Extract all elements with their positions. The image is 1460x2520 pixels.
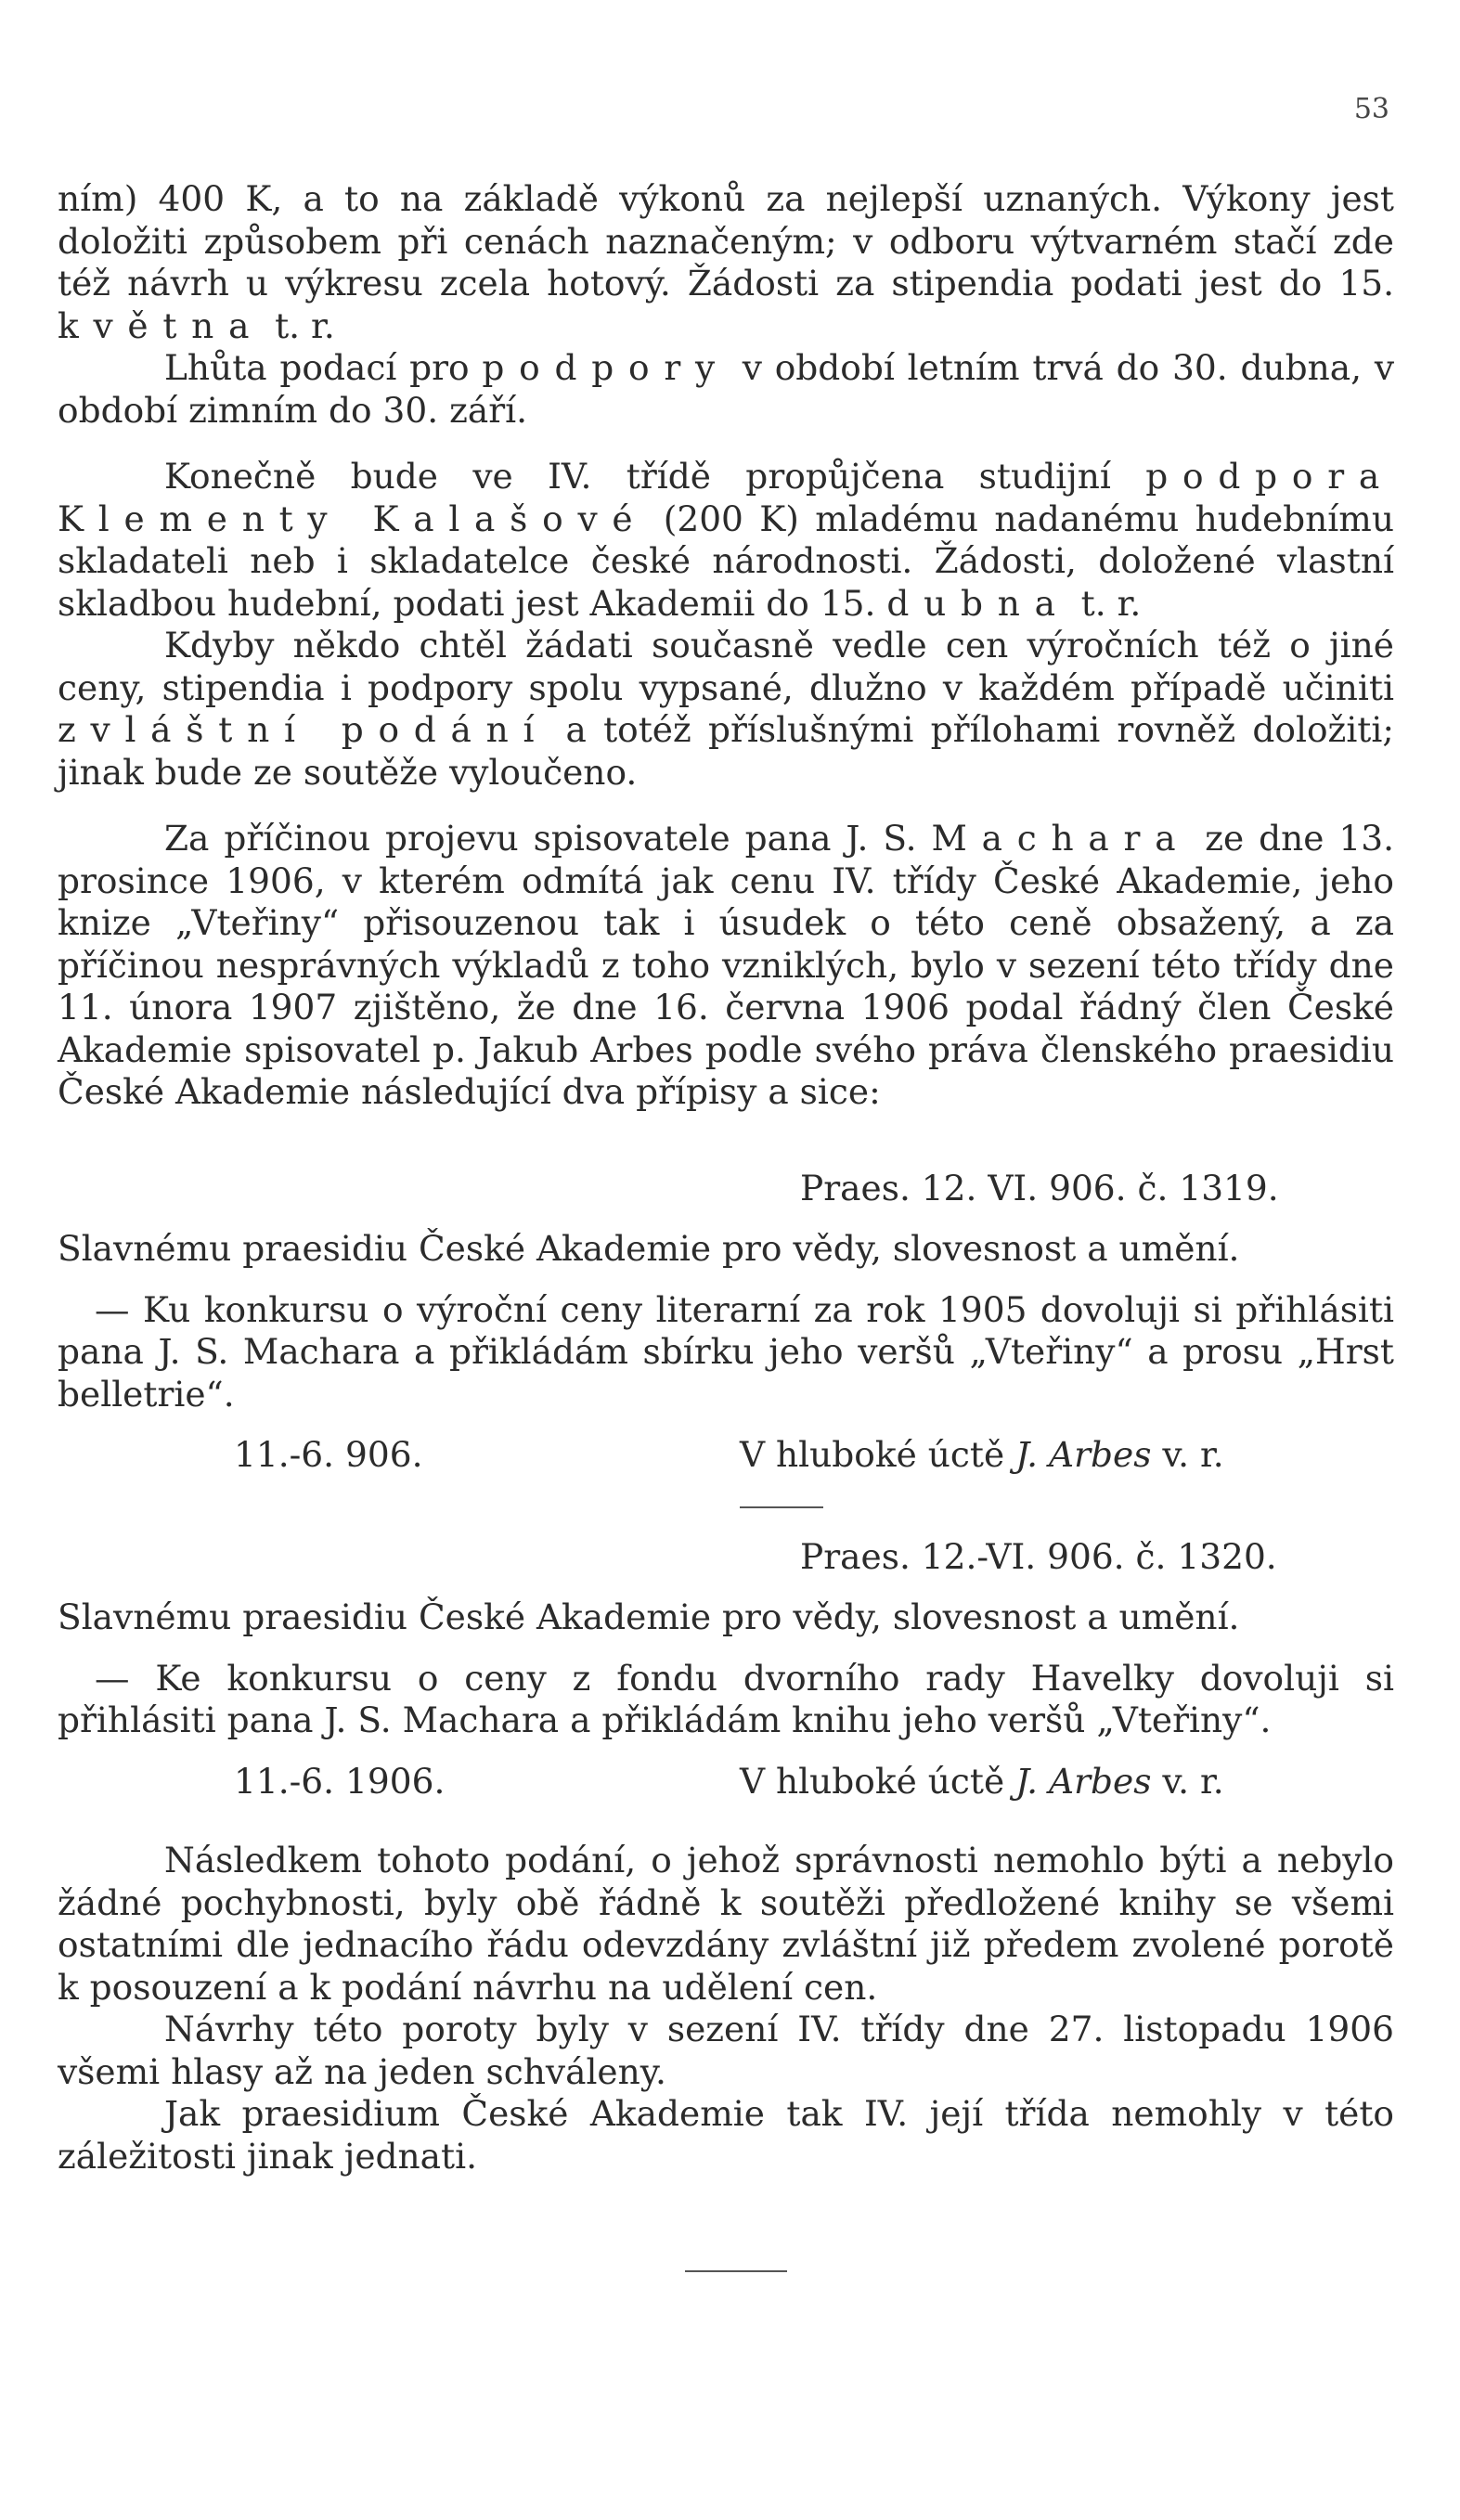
closing-suffix: v. r. bbox=[1151, 1760, 1224, 1802]
letter1-closing bbox=[740, 1434, 1394, 1477]
spaced-word: podpora Klementy Kalašové bbox=[58, 456, 1394, 539]
paragraph-podpora-kalasove bbox=[58, 456, 1394, 625]
letter2-address: Slavnému praesidiu České Akademie pro vědy, slovesnost a umění. bbox=[58, 1596, 1240, 1637]
text-run: Konečně bude ve IV. třídě propůjčena studijní bbox=[164, 456, 1146, 497]
spacer bbox=[58, 432, 1394, 456]
end-rule bbox=[685, 2270, 787, 2272]
paragraph-lhuta bbox=[58, 347, 1394, 432]
text-run: ním) 400 K, a to na základě výkonů za nejlepší uznaných. Výkony jest doložiti způsobem při cenách naznačeným; v odboru výtvarném stačí zde též návrh u výkresu zcela hotový. Žádosti za stipendia podati jest do 15. bbox=[58, 178, 1394, 304]
text-run: Lhůta podací pro bbox=[164, 347, 483, 388]
closing-text: V hluboké úctě bbox=[740, 1434, 1016, 1475]
letter1-praes: Praes. 12. VI. 906. č. 1319. bbox=[800, 1167, 1279, 1208]
letter2-praes: Praes. 12.-VI. 906. č. 1320. bbox=[800, 1535, 1277, 1577]
spacer bbox=[58, 2178, 1394, 2270]
letter2-body: — Ke konkursu o ceny z fondu dvorního rady Havelky dovoluji si přihlásiti pana J. S. Machara a přikládám knihu jeho veršů „Vteřiny“. bbox=[58, 1657, 1394, 1740]
spacer bbox=[58, 1114, 1394, 1168]
text-run: t. r. bbox=[264, 304, 335, 346]
letter1-address: Slavnému praesidiu České Akademie pro vědy, slovesnost a umění. bbox=[58, 1228, 1240, 1269]
spacer bbox=[58, 1742, 1394, 1761]
letter2-closing bbox=[740, 1761, 1394, 1803]
paragraph-machar bbox=[58, 818, 1394, 1114]
paragraph-nasledkem: Následkem tohoto podání, o jehož správnosti nemohlo býti a nebylo žádné pochybnosti, byly obě řádně k soutěži předložené knihy se všemi ostatními dle jednacího řádu odevzdány zvláštní již předem zvolené porotě k posouzení a k podání návrhu na udělení cen. bbox=[58, 1840, 1394, 2008]
text-run: Za příčinou projevu spisovatele pana J. S. bbox=[164, 818, 932, 859]
spacer bbox=[58, 1271, 1394, 1289]
spacer bbox=[58, 1508, 1394, 1536]
text-run: (200 K) mladému nadanému hudebnímu skladateli neb i skladatelce české národnosti. Žádosti, doložené vlastní skladbou hudební, podati jest Akademii do 15. bbox=[58, 498, 1395, 624]
text-run: a totéž příslušnými přílohami rovněž doložiti; jinak bude ze soutěže vyloučeno. bbox=[58, 709, 1395, 793]
letter1-date: 11.-6. 906. bbox=[234, 1434, 423, 1475]
paragraph-praesidium: Jak praesidium České Akademie tak IV. její třída nemohly v této záležitosti jinak jednati. bbox=[58, 2093, 1394, 2177]
spacer bbox=[58, 1803, 1394, 1840]
spacer bbox=[58, 1578, 1394, 1596]
letter2-date: 11.-6. 1906. bbox=[234, 1760, 446, 1802]
signature-name: J. Arbes bbox=[1015, 1760, 1152, 1802]
text-run: Kdyby někdo chtěl žádati současně vedle cen výročních též o jiné ceny, stipendia i podpory spolu vypsané, dlužno v každém případě učiniti bbox=[58, 625, 1394, 708]
letter1-body: — Ku konkursu o výroční ceny literarní za rok 1905 dovoluji si přihlásiti pana J. S. Machara a přikládám sbírku jeho veršů „Vteřiny“ a prosu „Hrst belletrie“. bbox=[58, 1288, 1394, 1415]
spacer bbox=[58, 1639, 1394, 1658]
spaced-word: dubna bbox=[886, 582, 1070, 624]
spaced-word: zvláštní podání bbox=[58, 709, 549, 750]
text-run: v období letním trvá do 30. dubna, v období zimním do 30. září. bbox=[58, 347, 1395, 431]
letter2-signature bbox=[58, 1761, 1394, 1803]
closing-text: V hluboké úctě bbox=[740, 1760, 1016, 1802]
spacer bbox=[58, 1209, 1394, 1228]
spaced-word: podpory bbox=[482, 347, 730, 388]
text-run: ze dne 13. prosince 1906, v kterém odmítá jak cenu IV. třídy České Akademie, jeho knize „Vteřiny“ přisouzenou tak i úsudek o této ceně obsažený, a za příčinou nesprávných výkladů z toho vzniklých, bylo v sezení této třídy dne 11. února 1907 zjištěno, že dne 16. června 1906 podal řádný člen České Akademie spisovatel p. Jakub Arbes podle svého práva členského praesidiu České Akademie následující dva přípisy a sice: bbox=[58, 818, 1395, 1112]
page-number: 53 bbox=[1353, 93, 1389, 125]
spacer bbox=[58, 1415, 1394, 1434]
spaced-word: Machara bbox=[931, 818, 1191, 859]
paragraph-navrhy: Návrhy této poroty byly v sezení IV. třídy dne 27. listopadu 1906 všemi hlasy až na jeden schváleny. bbox=[58, 2009, 1394, 2092]
text-run: t. r. bbox=[1069, 582, 1142, 624]
signature-name: J. Arbes bbox=[1015, 1434, 1152, 1475]
closing-suffix: v. r. bbox=[1151, 1434, 1224, 1475]
letter1-signature bbox=[58, 1434, 1394, 1477]
paragraph-kdyby bbox=[58, 625, 1394, 794]
spacer bbox=[58, 794, 1394, 818]
spaced-word: května bbox=[58, 304, 265, 346]
spacer bbox=[58, 1477, 1394, 1506]
paragraph-stipendia bbox=[58, 178, 1394, 347]
page-body bbox=[58, 178, 1394, 2272]
